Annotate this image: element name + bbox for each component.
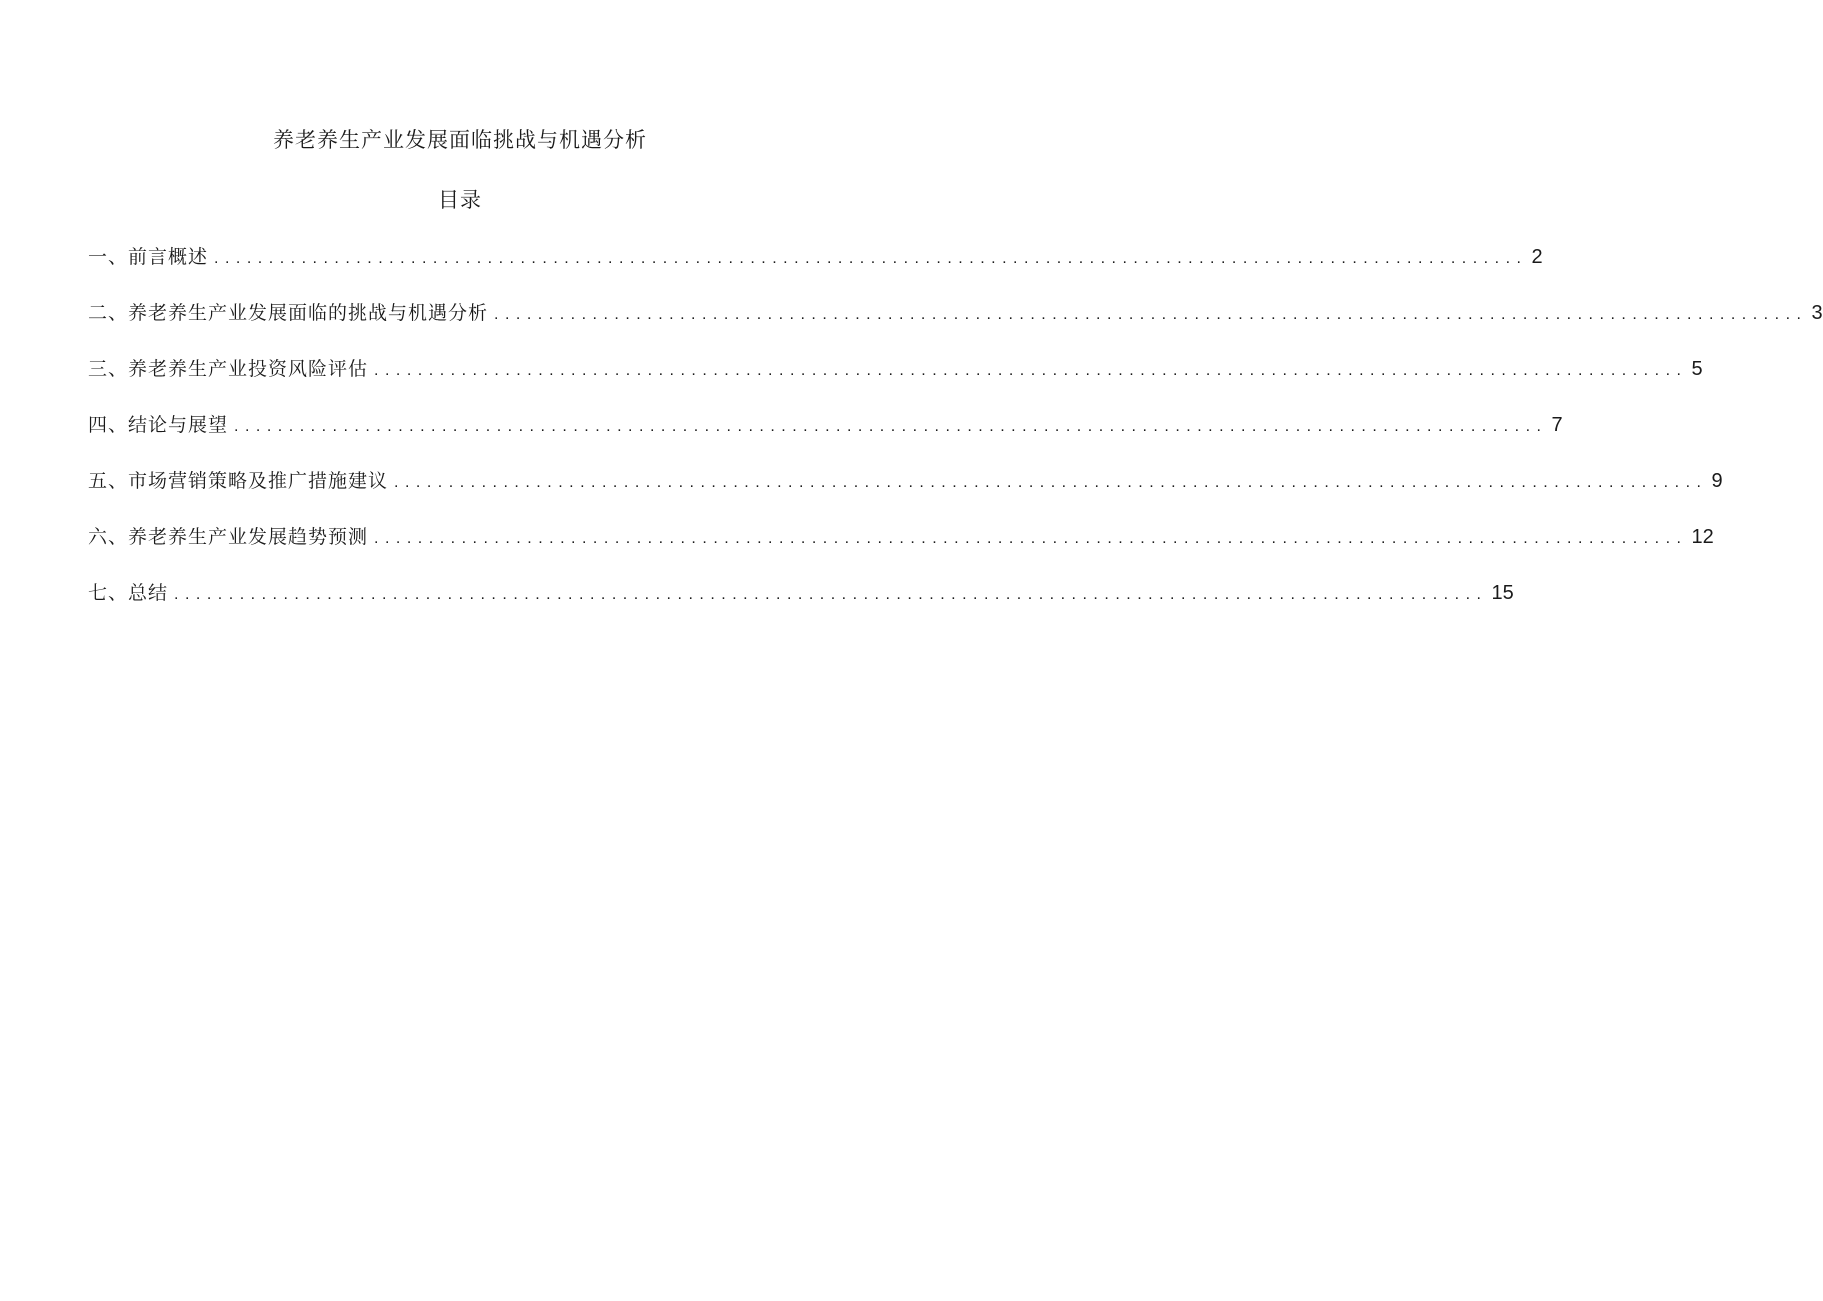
toc-entry-5[interactable] — [88, 465, 1723, 521]
dot-leader: ........................................................................................................................ — [394, 474, 1708, 491]
toc-entry-page: 15 — [1491, 582, 1514, 604]
dot-leader: ........................................................................................................................ — [214, 250, 1528, 267]
toc-entry-6[interactable] — [88, 521, 1714, 577]
dot-leader: ........................................................................................................................ — [234, 418, 1548, 435]
toc-entry-2[interactable] — [88, 297, 1823, 353]
toc-entry-label: 三、养老养生产业投资风险评估 — [88, 358, 369, 380]
toc-entry-page: 5 — [1691, 358, 1703, 380]
table-of-contents — [88, 241, 1823, 633]
dot-leader: ........................................................................................................................ — [174, 586, 1488, 603]
toc-entry-label: 一、前言概述 — [88, 246, 209, 268]
document-title: 养老养生产业发展面临挑战与机遇分析 — [273, 128, 647, 152]
toc-entry-3[interactable] — [88, 353, 1703, 409]
toc-entry-page: 3 — [1811, 302, 1823, 324]
dot-leader: ........................................................................................................................ — [374, 530, 1688, 547]
toc-entry-label: 六、养老养生产业发展趋势预测 — [88, 526, 369, 548]
toc-entry-label: 二、养老养生产业发展面临的挑战与机遇分析 — [88, 302, 489, 324]
toc-entry-page: 12 — [1691, 526, 1714, 548]
toc-entry-7[interactable] — [88, 577, 1514, 633]
toc-entry-label: 五、市场营销策略及推广措施建议 — [88, 470, 389, 492]
toc-entry-label: 四、结论与展望 — [88, 414, 229, 436]
toc-entry-page: 9 — [1711, 470, 1723, 492]
toc-entry-1[interactable] — [88, 241, 1543, 297]
toc-entry-4[interactable] — [88, 409, 1563, 465]
toc-entry-page: 2 — [1531, 246, 1543, 268]
toc-entry-page: 7 — [1551, 414, 1563, 436]
toc-entry-label: 七、总结 — [88, 582, 169, 604]
dot-leader: ........................................................................................................................ — [374, 362, 1688, 379]
toc-heading: 目录 — [438, 188, 482, 212]
dot-leader: ........................................................................................................................ — [494, 306, 1808, 323]
